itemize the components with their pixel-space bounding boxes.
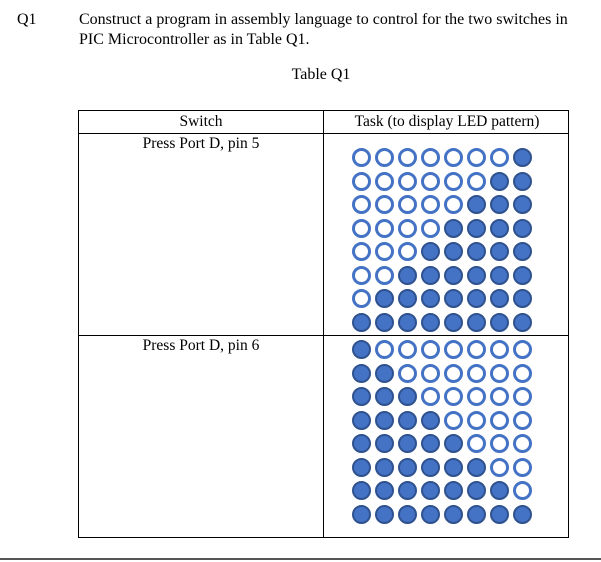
- led-off: [490, 387, 509, 406]
- led-on: [398, 458, 417, 477]
- led-on: [398, 313, 417, 332]
- led-on: [467, 481, 486, 500]
- header-task: Task (to display LED pattern): [354, 113, 540, 130]
- led-on: [444, 242, 463, 261]
- led-on: [421, 411, 440, 430]
- page-bottom-rule: [0, 558, 601, 560]
- led-off: [352, 289, 371, 308]
- led-off: [513, 364, 532, 383]
- led-on: [490, 505, 509, 524]
- led-off: [490, 148, 509, 167]
- led-on: [513, 242, 532, 261]
- led-on: [444, 313, 463, 332]
- led-off: [490, 340, 509, 359]
- led-off: [421, 340, 440, 359]
- led-on: [467, 313, 486, 332]
- led-on: [513, 195, 532, 214]
- led-on: [421, 481, 440, 500]
- led-off: [352, 219, 371, 238]
- led-off: [490, 411, 509, 430]
- led-on: [444, 289, 463, 308]
- led-on: [421, 434, 440, 453]
- led-on: [352, 434, 371, 453]
- led-off: [421, 195, 440, 214]
- led-on: [467, 458, 486, 477]
- led-on: [467, 505, 486, 524]
- row-switch-label: Press Port D, pin 6: [142, 337, 260, 354]
- led-on: [490, 313, 509, 332]
- led-off: [513, 481, 532, 500]
- led-on: [375, 434, 394, 453]
- led-off: [513, 458, 532, 477]
- led-off: [467, 148, 486, 167]
- row-switch-label: Press Port D, pin 5: [142, 135, 260, 152]
- led-on: [375, 411, 394, 430]
- led-off: [421, 364, 440, 383]
- led-on: [375, 387, 394, 406]
- led-on: [490, 242, 509, 261]
- led-off: [352, 266, 371, 285]
- led-off: [444, 340, 463, 359]
- led-off: [375, 172, 394, 191]
- led-on: [352, 505, 371, 524]
- led-off: [467, 340, 486, 359]
- led-on: [352, 458, 371, 477]
- led-on: [375, 289, 394, 308]
- led-off: [352, 242, 371, 261]
- led-on: [352, 387, 371, 406]
- led-off: [398, 242, 417, 261]
- led-on: [490, 289, 509, 308]
- led-on: [513, 266, 532, 285]
- led-on: [444, 434, 463, 453]
- led-on: [398, 289, 417, 308]
- led-off: [375, 148, 394, 167]
- led-on: [490, 481, 509, 500]
- led-off: [490, 458, 509, 477]
- led-on: [398, 505, 417, 524]
- led-on: [467, 242, 486, 261]
- led-on: [421, 505, 440, 524]
- led-off: [398, 172, 417, 191]
- led-off: [398, 148, 417, 167]
- led-on: [352, 364, 371, 383]
- led-off: [467, 172, 486, 191]
- header-switch: Switch: [179, 113, 223, 130]
- led-on: [421, 242, 440, 261]
- led-on: [398, 434, 417, 453]
- led-off: [444, 172, 463, 191]
- led-off: [490, 364, 509, 383]
- led-on: [513, 313, 532, 332]
- led-on: [421, 313, 440, 332]
- led-off: [352, 172, 371, 191]
- led-on: [490, 266, 509, 285]
- led-on: [467, 195, 486, 214]
- led-on: [421, 289, 440, 308]
- table-column-divider: [323, 111, 324, 537]
- table-header-divider: [79, 133, 568, 134]
- led-off: [398, 195, 417, 214]
- led-on: [444, 481, 463, 500]
- led-off: [490, 434, 509, 453]
- led-off: [421, 219, 440, 238]
- led-on: [467, 266, 486, 285]
- question-number: Q1: [17, 11, 37, 28]
- led-off: [467, 434, 486, 453]
- led-off: [398, 364, 417, 383]
- led-on: [490, 172, 509, 191]
- led-off: [513, 411, 532, 430]
- led-off: [375, 195, 394, 214]
- led-on: [352, 313, 371, 332]
- led-on: [513, 219, 532, 238]
- led-on: [398, 481, 417, 500]
- led-on: [375, 481, 394, 500]
- led-off: [421, 387, 440, 406]
- led-on: [513, 505, 532, 524]
- led-on: [375, 458, 394, 477]
- question-text: Construct a program in assembly language to control for the two switches in PIC Microcontroller as in Table Q1.: [79, 11, 568, 48]
- led-off: [375, 242, 394, 261]
- led-on: [352, 481, 371, 500]
- led-off: [513, 434, 532, 453]
- led-off: [398, 219, 417, 238]
- led-on: [421, 266, 440, 285]
- led-off: [375, 219, 394, 238]
- led-on: [398, 387, 417, 406]
- led-off: [444, 364, 463, 383]
- led-off: [352, 195, 371, 214]
- led-off: [513, 387, 532, 406]
- led-on: [444, 458, 463, 477]
- led-off: [513, 340, 532, 359]
- led-off: [375, 340, 394, 359]
- led-on: [513, 148, 532, 167]
- led-on: [467, 289, 486, 308]
- led-on: [398, 411, 417, 430]
- led-off: [444, 411, 463, 430]
- led-on: [444, 219, 463, 238]
- led-pattern-grid: [350, 338, 534, 526]
- led-on: [513, 172, 532, 191]
- led-on: [421, 458, 440, 477]
- led-pattern-grid: [350, 146, 534, 334]
- led-off: [421, 172, 440, 191]
- led-on: [375, 364, 394, 383]
- led-on: [490, 219, 509, 238]
- led-off: [467, 364, 486, 383]
- led-off: [398, 340, 417, 359]
- led-on: [490, 195, 509, 214]
- table-row-divider: [79, 335, 568, 336]
- table-caption: Table Q1: [291, 66, 351, 83]
- led-off: [444, 387, 463, 406]
- led-on: [467, 219, 486, 238]
- led-on: [375, 505, 394, 524]
- led-off: [352, 148, 371, 167]
- led-on: [352, 340, 371, 359]
- led-on: [444, 266, 463, 285]
- led-on: [398, 266, 417, 285]
- led-off: [421, 148, 440, 167]
- led-on: [352, 411, 371, 430]
- led-pattern-table: [78, 110, 569, 538]
- led-off: [467, 411, 486, 430]
- led-on: [375, 313, 394, 332]
- led-off: [375, 266, 394, 285]
- led-on: [513, 289, 532, 308]
- led-off: [444, 148, 463, 167]
- led-off: [444, 195, 463, 214]
- led-off: [467, 387, 486, 406]
- led-on: [444, 505, 463, 524]
